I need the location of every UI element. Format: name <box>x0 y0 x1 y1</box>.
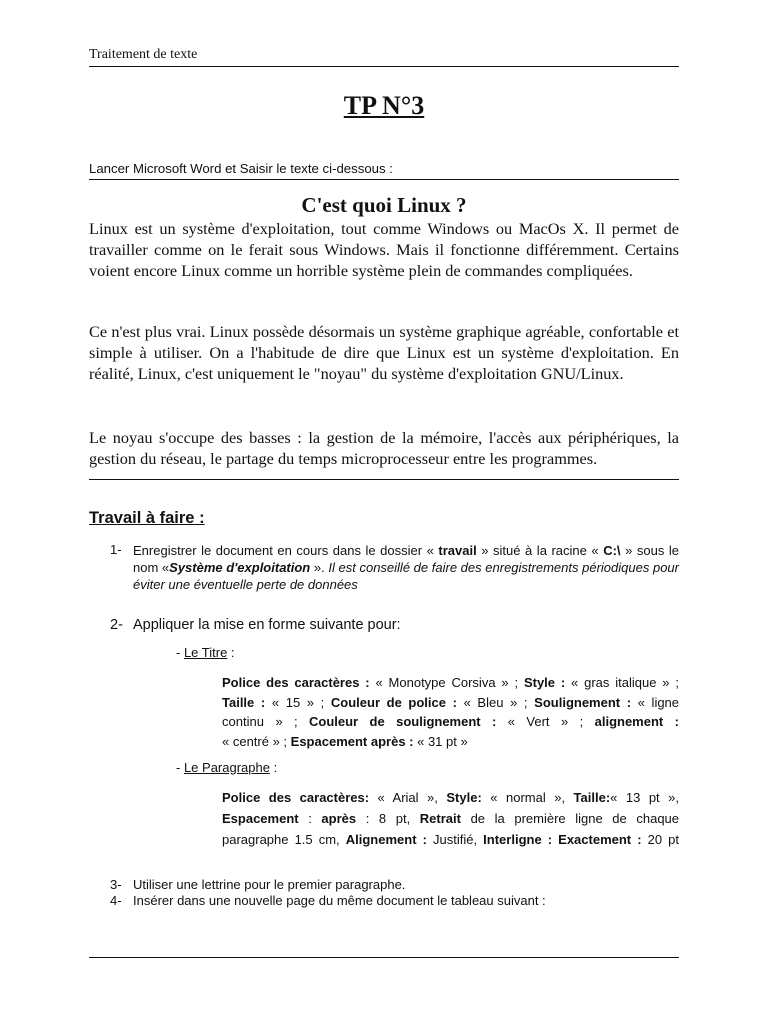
paragraphe-spec: Police des caractères: « Arial », Style: « normal », Taille:« 13 pt », Espacement : après : 8 pt, Retrait de la première ligne de chaque paragraphe 1.5 cm, Alignement : Justifié, Interligne : Exactement : 20 pt <box>222 790 680 847</box>
task-1-number: 1- <box>110 542 122 557</box>
section-title: Travail à faire : <box>89 509 205 527</box>
article-divider <box>89 479 679 480</box>
page-title: TP N°3 <box>343 91 425 120</box>
doc-name-emphasis: Système d'exploitation <box>169 560 311 575</box>
titre-spec: Police des caractères : « Monotype Corsiva » ; Style : « gras italique » ; Taille : « 15 » ; Couleur de police : « Bleu » ; Soulignement : « ligne continu » ; Couleur de soulignement : « Vert » ; alignement : « centré » ; Espacement après : « 31 pt » <box>222 675 680 749</box>
task-3-number: 3- <box>110 877 122 892</box>
intro-divider <box>89 179 679 180</box>
document-header: Traitement de texte <box>89 47 198 62</box>
task-4-text: Insérer dans une nouvelle page du même document le tableau suivant : <box>133 893 546 908</box>
article-title: C'est quoi Linux ? <box>301 193 467 217</box>
article-paragraph-1: Linux est un système d'exploitation, tout comme Windows ou MacOs X. Il permet de travailler comme on le ferait sous Windows. Mais il fonctionne différemment. Certains voient encore Linux comme un horrible système plein de commandes compliquées. <box>89 219 679 280</box>
article-paragraph-2: Ce n'est plus vrai. Linux possède désormais un système graphique agréable, confortable et simple à utiliser. On a l'habitude de dire que Linux est un système d'exploitation. En réalité, Linux, c'est uniquement le "noyau" du système d'exploitation GNU/Linux. <box>89 322 679 383</box>
task-4-number: 4- <box>110 893 122 908</box>
header-divider <box>89 66 679 67</box>
article-paragraph-3: Le noyau s'occupe des basses : la gestion de la mémoire, l'accès aux périphériques, la gestion du réseau, le partage du temps microprocesseur entre les programmes. <box>89 428 679 468</box>
sub-item-titre: - Le Titre : <box>176 645 235 660</box>
footer-divider <box>89 957 679 958</box>
task-1-text: Enregistrer le document en cours dans le dossier « travail » situé à la racine « C:\ » sous le nom «Système d'exploitation ». Il est conseillé de faire des enregistrements périodiques pour éviter une éventuelle perte de données <box>133 543 679 592</box>
intro-instruction: Lancer Microsoft Word et Saisir le texte ci-dessous : <box>89 161 393 176</box>
sub-item-paragraphe: - Le Paragraphe : <box>176 760 278 775</box>
task-3-text: Utiliser une lettrine pour le premier paragraphe. <box>133 877 406 892</box>
task-2-text: Appliquer la mise en forme suivante pour: <box>133 617 401 633</box>
task-2-number: 2- <box>110 617 123 633</box>
